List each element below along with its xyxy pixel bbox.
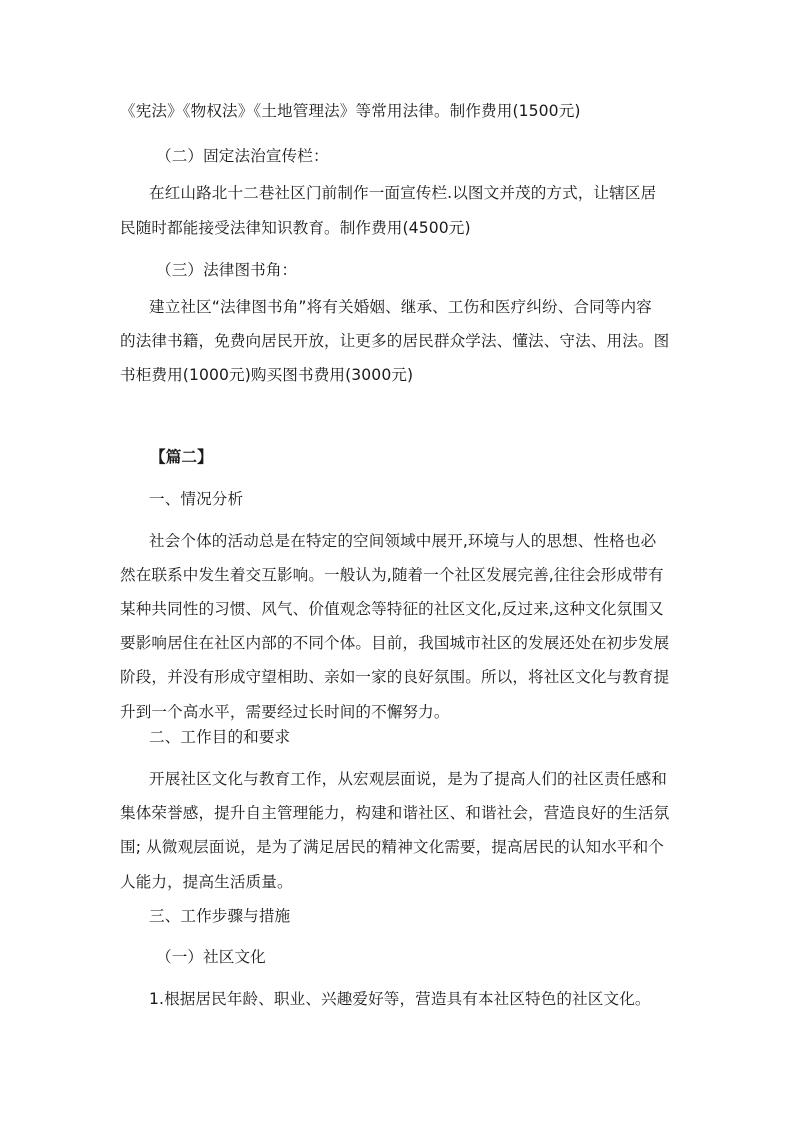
- paragraph-line: 社会个体的活动总是在特定的空间领域中展开,环境与人的思想、性格也必: [149, 532, 657, 550]
- paragraph-line: 升到一个高水平，需要经过长时间的不懈努力。: [120, 703, 450, 721]
- part-heading: 【篇二】: [150, 448, 213, 466]
- paragraph-line: 1.根据居民年龄、职业、兴趣爱好等，营造具有本社区特色的社区文化。: [149, 990, 651, 1008]
- section-heading: 二、工作目的和要求: [149, 728, 291, 746]
- paragraph-line: 民随时都能接受法律知识教育。制作费用(4500元): [120, 219, 471, 237]
- section-heading: 一、情况分析: [149, 490, 244, 508]
- section-heading: 三、工作步骤与措施: [149, 907, 291, 925]
- paragraph-line: 在红山路北十二巷社区门前制作一面宣传栏.以图文并茂的方式，让辖区居: [149, 184, 657, 202]
- paragraph-line: 要影响居住在社区内部的不同个体。目前，我国城市社区的发展还处在初步发展: [120, 634, 670, 652]
- paragraph-line: 围; 从微观层面说，是为了满足居民的精神文化需要，提高居民的认知水平和个: [120, 838, 664, 856]
- paragraph-line: 集体荣誉感，提升自主管理能力，构建和谐社区、和谐社会，营造良好的生活氛: [120, 804, 670, 822]
- paragraph-line: 某种共同性的习惯、风气、价值观念等特征的社区文化,反过来,这种文化氛围又: [120, 600, 664, 618]
- paragraph-line: 建立社区“法律图书角”将有关婚姻、继承、工伤和医疗纠纷、合同等内容: [149, 298, 652, 316]
- paragraph-line: 然在联系中发生着交互影响。一般认为,随着一个社区发展完善,往往会形成带有: [120, 566, 664, 584]
- section-subheading: （三）法律图书角：: [156, 261, 298, 279]
- text-line: 《宪法》《物权法》《土地管理法》等常用法律。制作费用(1500元): [120, 102, 581, 120]
- paragraph-line: 的法律书籍，免费向居民开放，让更多的居民群众学法、懂法、守法、用法。图: [120, 332, 670, 350]
- paragraph-line: 书柜费用(1000元)购买图书费用(3000元): [120, 366, 414, 384]
- paragraph-line: 开展社区文化与教育工作，从宏观层面说，是为了提高人们的社区责任感和: [149, 770, 667, 788]
- paragraph-line: 人能力，提高生活质量。: [120, 873, 293, 891]
- paragraph-line: 阶段，并没有形成守望相助、亲如一家的良好氛围。所以，将社区文化与教育提: [120, 668, 670, 686]
- section-subheading: （二）固定法治宣传栏：: [156, 147, 329, 165]
- section-subheading: （一）社区文化: [156, 948, 266, 966]
